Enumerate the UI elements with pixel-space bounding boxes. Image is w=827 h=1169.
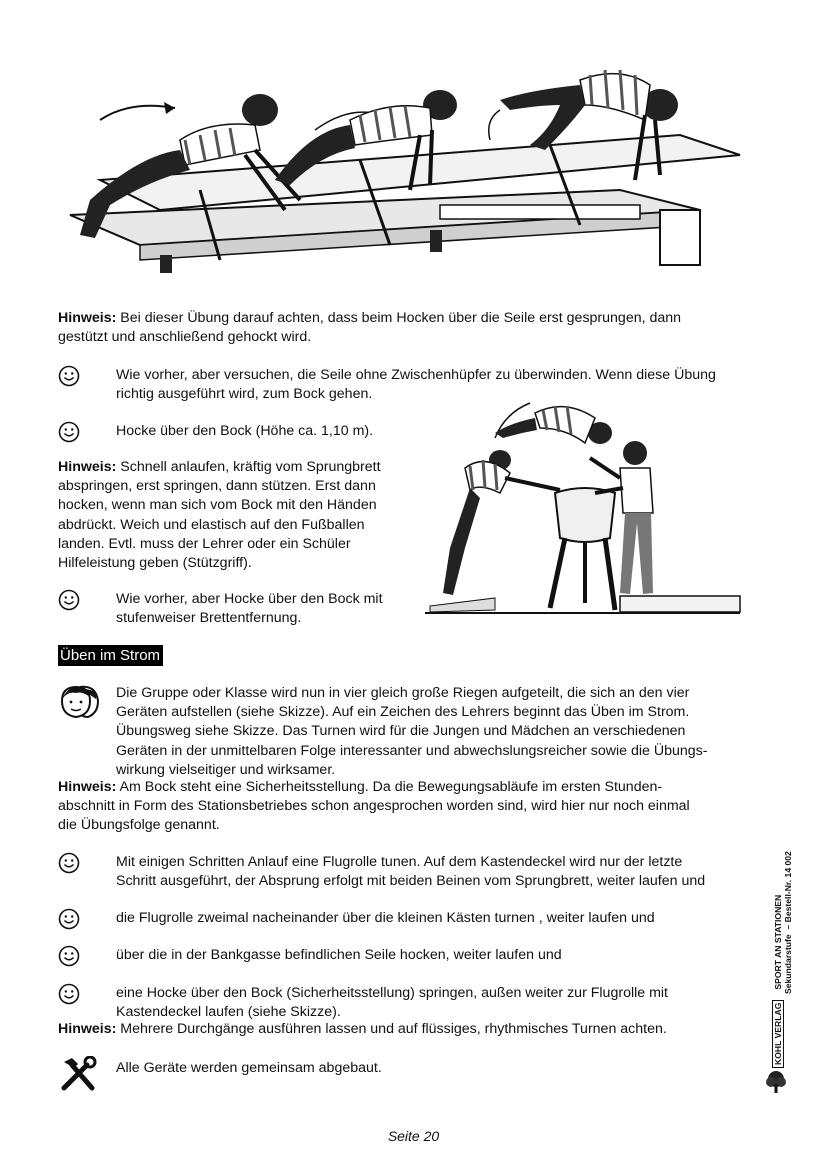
paragraph-text: Übungsweg siehe Skizze. Das Turnen wird für die Jungen und Mädchen an verschiedenen xyxy=(116,723,686,740)
paragraph-text: Geräten aufstellen (siehe Skizze). Auf ein Zeichen des Lehrers beginnt das Üben im Strom. xyxy=(116,704,690,721)
smiley-icon xyxy=(58,421,80,443)
step-text: über die in der Bankgasse befindlichen Seile hocken, weiter laufen und xyxy=(116,947,562,963)
vaulting-buck-illustration xyxy=(425,398,745,618)
smiley-icon xyxy=(58,908,80,930)
smiley-icon xyxy=(58,365,80,387)
kohl-tree-logo-icon xyxy=(764,1070,788,1094)
sidebar-publisher: KOHL VERLAG xyxy=(772,1000,784,1068)
step-text: die Flugrolle zweimal nacheinander über die kleinen Kästen turnen , weiter laufen und xyxy=(116,910,655,926)
step-text: eine Hocke über den Bock (Sicherheitsstellung) springen, außen weiter zur Flugrolle mit xyxy=(116,985,669,1001)
publisher-sidebar xyxy=(773,828,795,1068)
hint-label: Hinweis: xyxy=(58,779,117,795)
step-text: Kastendeckel laufen (siehe Skizze). xyxy=(116,1004,341,1021)
hint-text: Am Bock steht eine Sicherheitsstellung. Da die Bewegungsabläufe im ersten Stunden- xyxy=(116,779,663,795)
paragraph-text: Die Gruppe oder Klasse wird nun in vier gleich große Riegen aufgeteilt, die sich an den vier xyxy=(116,685,690,701)
page-number: Seite 20 xyxy=(387,1128,440,1144)
step-text: Mit einigen Schritten Anlauf eine Flugrolle tunen. Auf dem Kastendeckel wird nur der letzte xyxy=(116,854,683,870)
final-hint xyxy=(58,1020,667,1039)
task-text: richtig ausgeführt wird, zum Bock gehen. xyxy=(116,386,373,403)
hint-text: Schnell anlaufen, kräftig vom Sprungbrett xyxy=(116,459,381,475)
paragraph-text: wirkung vielseitiger und wirksamer. xyxy=(116,761,336,778)
hint-text: abspringen, erst springen, dann stützen. Erst dann xyxy=(58,478,376,495)
hint-text: Mehrere Durchgänge ausführen lassen und auf flüssiges, rhythmisches Turnen achten. xyxy=(116,1021,667,1037)
paragraph-text: Geräten in der unmittelbaren Folge interessanter und abwechslungsreicher sowie die Übungs- xyxy=(116,742,708,759)
smiley-icon xyxy=(58,945,80,967)
task-text: Wie vorher, aber Hocke über den Bock mit xyxy=(116,591,383,607)
hint-text: abdrückt. Weich und elastisch auf den Fußballen xyxy=(58,516,365,533)
bench-rope-illustration xyxy=(60,60,750,280)
hint-text: hocken, wenn man sich vom Bock mit den Händen xyxy=(58,497,377,514)
hint-text: die Übungsfolge genannt. xyxy=(58,817,220,834)
hint-text: Hilfeleistung geben (Stützgriff). xyxy=(58,555,252,572)
dismantle-text: Alle Geräte werden gemeinsam abgebaut. xyxy=(116,1060,382,1076)
safety-hint xyxy=(58,778,690,836)
sidebar-level: Sekundarstufe xyxy=(783,934,793,994)
smiley-icon xyxy=(58,589,80,611)
task-text: stufenweiser Brettentfernung. xyxy=(116,610,302,627)
section-heading: Üben im Strom xyxy=(58,645,163,666)
group-faces-icon xyxy=(58,683,102,719)
hint-text: Bei dieser Übung darauf achten, dass beim Hocken über die Seile erst gesprungen, dann xyxy=(116,310,682,326)
sidebar-title: SPORT AN STATIONEN xyxy=(773,894,783,990)
bock-hint xyxy=(58,458,381,573)
sidebar-order-number: – Bestell-Nr. 14 002 xyxy=(783,851,793,930)
intro-hint xyxy=(58,309,681,347)
hint-label: Hinweis: xyxy=(58,1021,117,1037)
smiley-icon xyxy=(58,983,80,1005)
hint-text: landen. Evtl. muss der Lehrer oder ein Schüler xyxy=(58,535,351,552)
hint-label: Hinweis: xyxy=(58,310,117,326)
hint-text: abschnitt in Form des Stationsbetriebes schon angesprochen worden sind, wird hier nur noch einmal xyxy=(58,798,690,815)
hint-text: gestützt und anschließend gehockt wird. xyxy=(58,329,312,346)
task-text: Wie vorher, aber versuchen, die Seile ohne Zwischenhüpfer zu überwinden. Wenn diese Übung xyxy=(116,367,716,383)
hint-label: Hinweis: xyxy=(58,459,117,475)
step-text: Schritt ausgeführt, der Absprung erfolgt mit beiden Beinen vom Sprungbrett, weiter laufen und xyxy=(116,873,706,890)
task-text: Hocke über den Bock (Höhe ca. 1,10 m). xyxy=(116,423,374,439)
tools-icon xyxy=(58,1056,98,1092)
smiley-icon xyxy=(58,852,80,874)
